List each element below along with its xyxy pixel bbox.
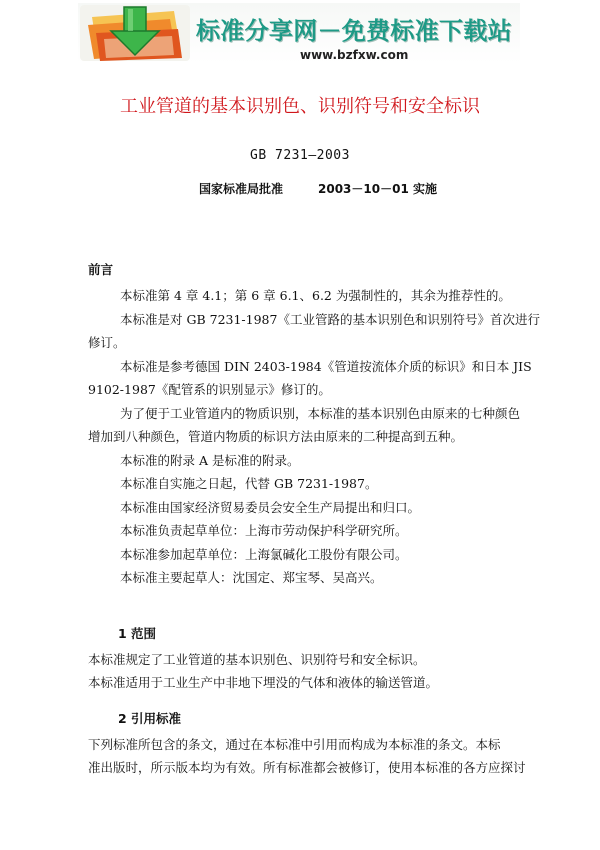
site-banner: [78, 3, 520, 63]
section-body-references: [88, 733, 528, 780]
paragraph-line: 本标准是对 GB 7231-1987《工业管路的基本识别色和识别符号》首次进行: [120, 311, 540, 327]
paragraph-line: 本标准自实施之日起，代替 GB 7231-1987。: [120, 476, 378, 491]
paragraph-line: 增加到八种颜色，管道内物质的标识方法由原来的二种提高到五种。: [88, 429, 464, 444]
paragraph-line: 本标准参加起草单位：上海氯碱化工股份有限公司。: [120, 546, 408, 562]
paragraph-line: 本标准规定了工业管道的基本识别色、识别符号和安全标识。: [88, 651, 426, 667]
paragraph-line: 下列标准所包含的条文，通过在本标准中引用而构成为本标准的条文。本标: [88, 736, 501, 752]
paragraph-line: 本标准主要起草人：沈国定、郑宝琴、吴高兴。: [120, 570, 383, 585]
effective-date: 2003－10－01 实施: [318, 182, 437, 196]
standard-code: GB 7231—2003: [250, 148, 350, 163]
paragraph-line: 本标准是参考德国 DIN 2403-1984《管道按流体介质的标识》和日本 JIS: [120, 358, 532, 374]
paragraph-line: 本标准由国家经济贸易委员会安全生产局提出和归口。: [120, 499, 421, 515]
paragraph-line: 本标准第 4 章 4.1；第 6 章 6.1、6.2 为强制性的，其余为推荐性的。: [120, 288, 511, 303]
section-body-scope: [88, 648, 528, 695]
banner-site-name: 标准分享网－免费标准下载站: [196, 17, 512, 45]
download-box-icon: [78, 3, 192, 63]
section-number: 2: [118, 711, 127, 726]
paragraph-line: 本标准适用于工业生产中非地下埋没的气体和液体的输送管道。: [88, 675, 439, 690]
approved-by: 国家标准局批准: [199, 182, 284, 196]
paragraph-line: 为了便于工业管道内的物质识别，本标准的基本识别色由原来的七种颜色: [120, 405, 521, 421]
paragraph-line: 本标准负责起草单位：上海市劳动保护科学研究所。: [120, 523, 408, 538]
foreword-heading: 前言: [88, 262, 114, 277]
banner-url: www.bzfxw.com: [300, 48, 409, 62]
paragraph-line: 修订。: [88, 335, 126, 350]
paragraph-line: 9102-1987《配管系的识别显示》修订的。: [88, 382, 331, 397]
paragraph-line: 准出版时，所示版本均为有效。所有标准都会被修订，使用本标准的各方应探讨: [88, 760, 526, 775]
section-heading-references: [118, 711, 181, 727]
section-heading-scope: [118, 626, 156, 642]
section-title: 范围: [131, 626, 157, 641]
document-title: 工业管道的基本识别色、识别符号和安全标识: [120, 96, 480, 117]
paragraph-line: 本标准的附录 A 是标准的附录。: [120, 452, 300, 468]
foreword-body: [88, 284, 540, 590]
section-title: 引用标准: [131, 711, 182, 726]
section-number: 1: [118, 626, 127, 641]
